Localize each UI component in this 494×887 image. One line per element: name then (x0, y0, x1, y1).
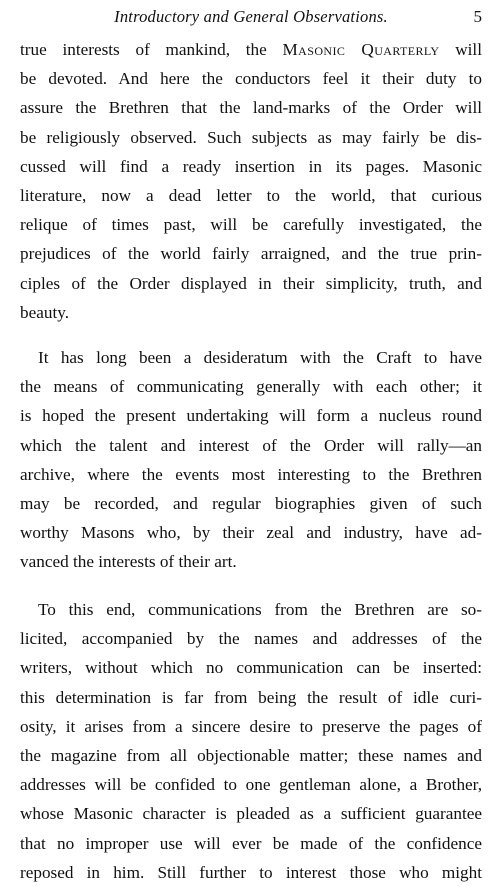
text-line: literature, now a dead letter to the world, that curious (20, 185, 482, 205)
paragraph-3 (20, 595, 482, 887)
text-line: osity, it arises from a sincere desire to preserve the pages of (20, 716, 482, 736)
text-run: true interests of mankind, the (20, 40, 283, 59)
text-line: that no improper use will ever be made of the confidence (20, 833, 482, 853)
text-line: prejudices of the world fairly arraigned, and the true prin- (20, 244, 482, 264)
text-line: worthy Masons who, by their zeal and industry, have ad- (20, 523, 482, 543)
text-line: cussed will find a ready insertion in its pages. Masonic (20, 156, 482, 176)
text-line: be devoted. And here the conductors feel it their duty to (20, 69, 482, 89)
text-line: archive, where the events most interesting to the Brethren (20, 464, 482, 484)
text-line (20, 35, 482, 64)
paragraph-1 (20, 35, 482, 327)
text-line: reposed in him. Still further to interest those who might (20, 862, 482, 882)
text-line: assure the Brethren that the land-marks of the Order will (20, 98, 482, 118)
magazine-title: Masonic Quarterly (282, 40, 440, 59)
text-line: the means of communicating generally with each other; it (20, 377, 482, 397)
text-line: ciples of the Order displayed in their simplicity, truth, and (20, 273, 482, 293)
text-line: which the talent and interest of the Order will rally—an (20, 435, 482, 455)
text-line: be religiously observed. Such subjects as may fairly be dis- (20, 127, 482, 147)
text-line: It has long been a desideratum with the Craft to have (38, 348, 482, 367)
text-line: relique of times past, will be carefully investigated, the (20, 215, 482, 235)
text-line: the magazine from all objectionable matter; these names and (20, 745, 482, 765)
text-line: To this end, communications from the Brethren are so- (38, 600, 482, 619)
text-line: licited, accompanied by the names and addresses of the (20, 629, 482, 649)
text-line: writers, without which no communication can be inserted: (20, 658, 482, 678)
text-line: whose Masonic character is pleaded as a sufficient guarantee (20, 804, 482, 824)
text-line: vanced the interests of their art. (20, 552, 237, 572)
running-head (20, 7, 482, 29)
running-title: Introductory and General Observations. (114, 7, 388, 26)
text-line: is hoped the present undertaking will form a nucleus round (20, 406, 482, 426)
text-line: this determination is far from being the result of idle curi- (20, 687, 482, 707)
paragraph-2 (20, 343, 482, 577)
text-line: may be recorded, and regular biographies given of such (20, 493, 482, 513)
text-line: beauty. (20, 302, 69, 322)
page-number: 5 (473, 7, 482, 26)
text-line: addresses will be confided to one gentleman alone, a Brother, (20, 775, 482, 795)
text-run: will (439, 40, 482, 59)
